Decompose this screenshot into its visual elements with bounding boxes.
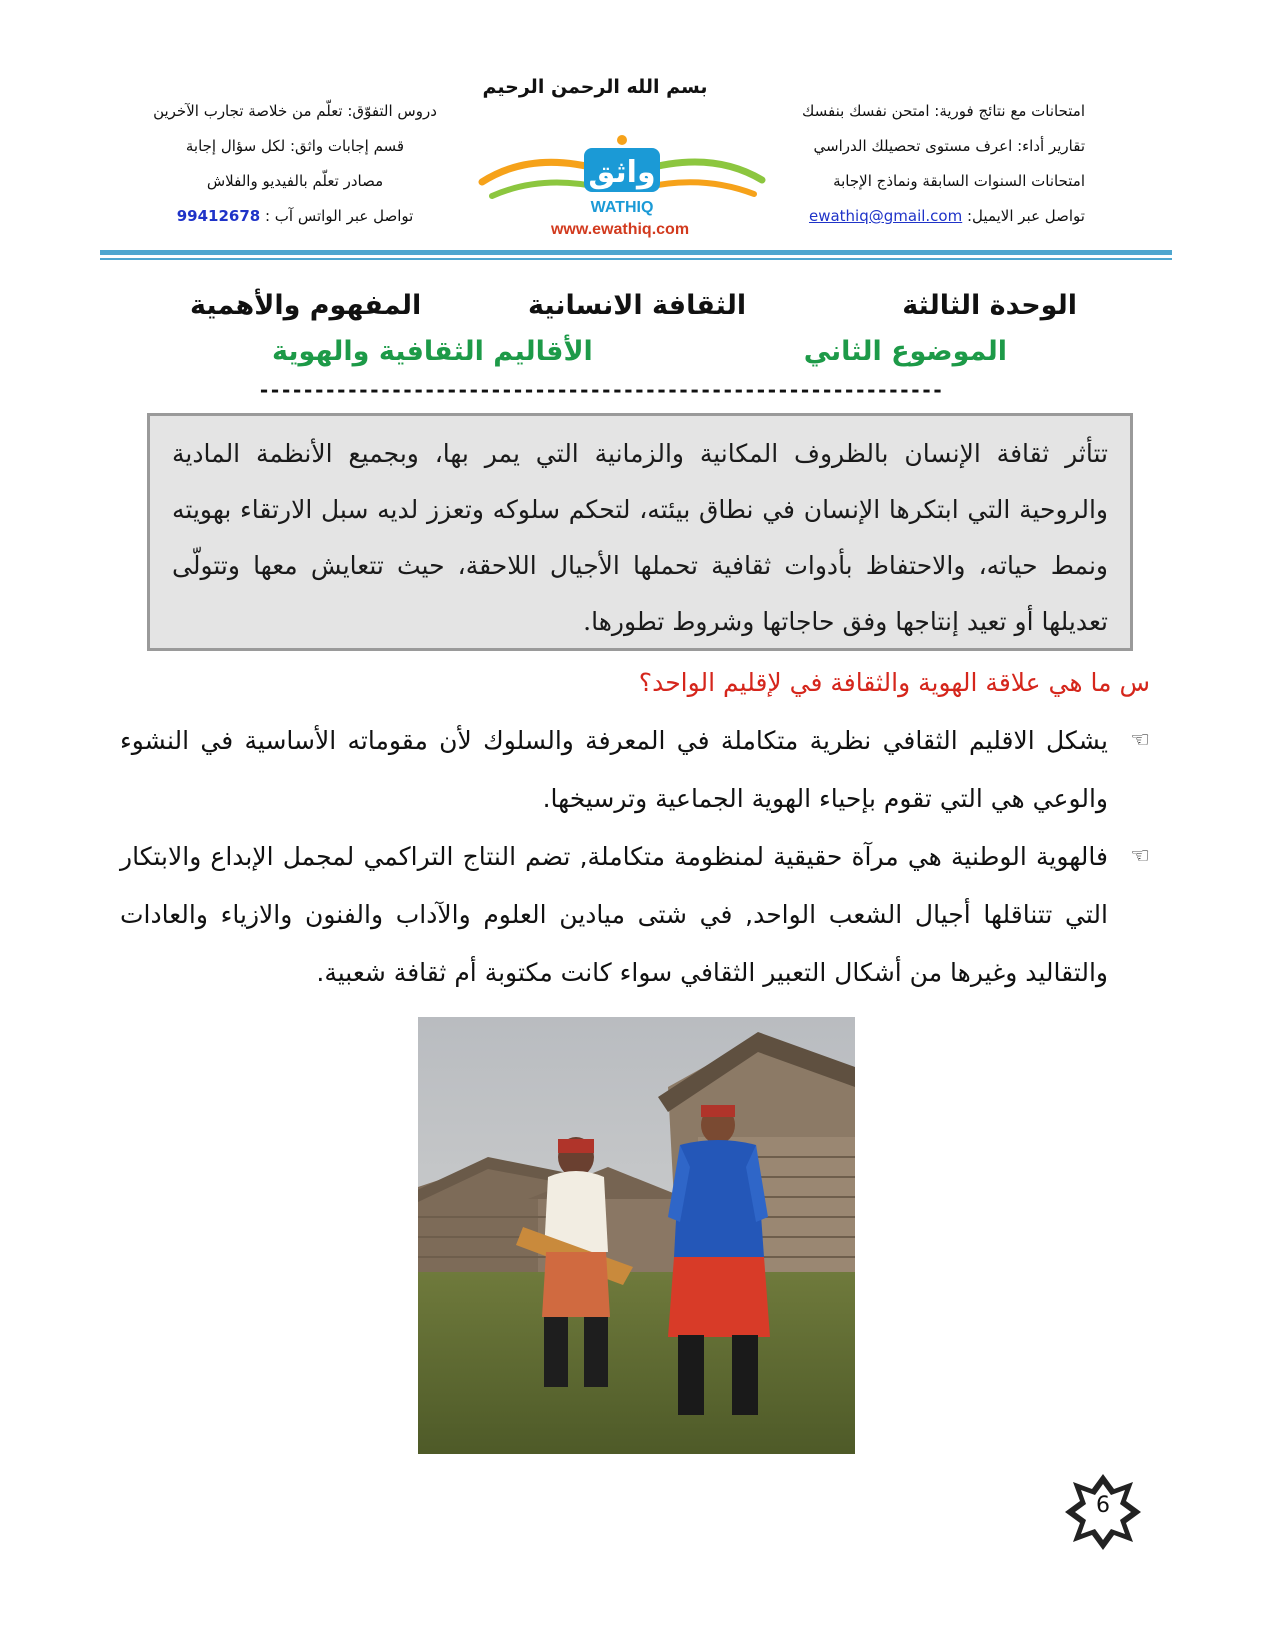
dashed-separator: -------------------------------------------------------------- <box>258 378 943 398</box>
header-divider-thin <box>100 258 1172 260</box>
answer-list <box>120 712 1150 1002</box>
header-right-line-2: تقارير أداء: اعرف مستوى تحصيلك الدراسي <box>813 137 1085 155</box>
pointing-hand-icon: ☜ <box>1130 728 1150 753</box>
intro-box: تتأثر ثقافة الإنسان بالظروف المكانية والزمانية التي يمر بها، وبجميع الأنظمة المادية والروحية التي ابتكرها الإنسان في نطاق بيئته، لتحكم سلوكه وتعزز لديه سبل الارتقاء بهويته ونمط حياته، والاحتفاظ بأدوات ثقافية تحملها الأجيال اللاحقة، حيث تتعايش معها وتتولّى تعديلها أو تعيد إنتاجها وفق حاجاتها وشروط تطورها. <box>147 413 1133 651</box>
website-link[interactable]: www.ewathiq.com <box>550 221 690 238</box>
header-left-line-1: دروس التفوّق: تعلّم من خلاصة تجارب الآخرين <box>153 102 437 120</box>
question-heading: س ما هي علاقة الهوية والثقافة في لإقليم الواحد؟ <box>638 668 1150 697</box>
logo-arabic-text: واثق <box>588 155 656 190</box>
list-item-text: يشكل الاقليم الثقافي نظرية متكاملة في المعرفة والسلوك لأن مقوماته الأساسية في النشوء والوعي هي التي تقوم بإحياء الهوية الجماعية وترسيخها. <box>120 726 1108 813</box>
header-right-line-1: امتحانات مع نتائج فورية: امتحن نفسك بنفسك <box>802 102 1085 120</box>
unit-title: الوحدة الثالثة <box>902 290 1077 321</box>
folk-musicians-photo <box>418 1017 855 1454</box>
subject-title: الثقافة الانسانية <box>528 290 747 321</box>
whatsapp-label: تواصل عبر الواتس آب : <box>264 207 414 225</box>
page-number: 6 <box>1096 1493 1110 1518</box>
header-left-info <box>130 94 460 234</box>
email-label: تواصل عبر الايميل: <box>967 207 1085 225</box>
list-item <box>120 828 1150 1002</box>
wathiq-logo <box>472 130 772 220</box>
header-divider-thick <box>100 250 1172 255</box>
header-left-line-2: قسم إجابات واثق: لكل سؤال إجابة <box>185 137 405 155</box>
pointing-hand-icon: ☜ <box>1130 844 1150 869</box>
list-item <box>120 712 1150 828</box>
list-item-text: فالهوية الوطنية هي مرآة حقيقية لمنظومة متكاملة, تضم النتاج التراكمي لمجمل الإبداع والابتكار التي تتناقلها أجيال الشعب الواحد, في شتى ميادين العلوم والآداب والفنون والازياء والعادات والتقاليد وغيرها من أشكال التعبير الثقافي سواء كانت مكتوبة أم ثقافة شعبية. <box>120 842 1108 987</box>
header-left-line-3: مصادر تعلّم بالفيديو والفلاش <box>206 172 384 190</box>
topic-title: الأقاليم الثقافية والهوية <box>272 336 593 367</box>
concept-title: المفهوم والأهمية <box>190 290 422 321</box>
header-right-line-3: امتحانات السنوات السابقة ونماذج الإجابة <box>833 172 1085 190</box>
bismillah-heading: بسم الله الرحمن الرحيم <box>482 76 708 98</box>
header-whatsapp-row <box>130 199 460 234</box>
logo-latin-text: WATHIQ <box>590 199 654 216</box>
topic-label: الموضوع الثاني <box>803 336 1007 367</box>
email-link[interactable]: ewathiq@gmail.com <box>808 207 963 225</box>
whatsapp-number[interactable]: 99412678 <box>176 207 261 225</box>
